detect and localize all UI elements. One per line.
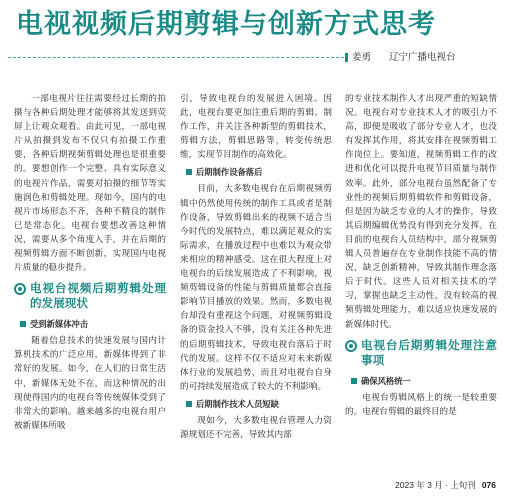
column-3 <box>345 92 497 419</box>
subheading-text: 后期制作技术人员短缺 <box>196 398 279 409</box>
paragraph: 随着信息技术的快速发展与国内计算机技术的广泛应用，新媒体得到了非常好的发展。如今，在人们的日常生活中，新媒体无处不在，而这种情况的出现使得国内的电视台等传统媒体受到了非常大的影响。越来越多的电视台用户被新媒体所吸 <box>14 336 166 431</box>
byline-divider <box>8 57 344 58</box>
page-footer <box>395 479 496 491</box>
square-bullet-icon <box>351 378 357 384</box>
square-bullet-icon <box>186 169 192 175</box>
author-name: 姜勇 <box>352 52 372 63</box>
page-number: 076 <box>481 480 496 490</box>
subheading <box>180 165 332 179</box>
section-heading-2 <box>345 338 497 368</box>
subheading-text: 受到新媒体冲击 <box>30 319 89 330</box>
bullet-ring-icon <box>345 340 357 352</box>
article-title: 电视视频后期剪辑与创新方式思考 <box>16 9 436 39</box>
bullet-ring-icon <box>14 283 26 295</box>
section-heading-text: 电视台后期剪辑处理注意事项 <box>361 338 497 367</box>
subheading <box>180 397 332 411</box>
paragraph: 一部电视片往往需要经过长期的拍摄与各种后期处理才能够将其发送到荧屏上让观众观看。由此可见，一部电视片从拍摄到发布不仅只有拍摄工作重要，各种后期视频剪辑处理也是很重要的。要想创作一个完整、具有实际意义的电视片作品，需要对拍摄的细节等实施润色和剪辑处理。现如今，国内的电视片市场形态不齐，各种不精良的制作已是常态化。电视台要想改善这种情况，需要从多个角度入手，并在后期的视频剪辑方面不断创新，实现国内电视片质量的稳步提升。 <box>14 94 166 274</box>
paragraph: 的专业技术制作人才出现严重的短缺情况。电视台对专业技术人才的吸引力不高，即便是吸收了部分专业人才，也没有发挥其作用，将其安排在视频剪辑工作岗位上。要知道，视频剪辑工作的改进和优化可以提升电视节目质量与制作效率。此外，部分电视台虽然配备了专业性的视频后期剪辑软件和剪辑设备，但是因为缺乏专业的人才的操作，导致其后期编辑优势没有得到充分发挥。在目前的电视台人员结构中，部分视频剪辑人员普遍存在专业制作技能不高的情况，缺乏创新精神，导致其制作理念落后于时代。这些人员对相关技术的学习，掌握也缺乏主动性，没有较高的视频剪辑处理能力，难以适应快速发展的新媒体时代。 <box>345 94 497 330</box>
square-bullet-icon <box>186 401 192 407</box>
issue-label: 2023 年 3 月 · 上旬刊 <box>395 480 476 490</box>
byline <box>352 50 456 66</box>
column-2 <box>180 92 332 442</box>
column-1 <box>14 92 166 433</box>
paragraph: 现如今，大多数电视台管理人力资源规划还不完善，导致其内部 <box>180 415 332 440</box>
paragraph: 电视台剪辑风格上的统一是较重要的。电视台剪辑的最终目的是 <box>345 392 497 417</box>
author-affiliation: 辽宁广播电视台 <box>389 52 456 63</box>
byline-marker <box>345 53 348 62</box>
paragraph: 引，导致电视台的发展进入困境。因此，电视台要更加注重后期的剪辑、制作工作，并关注各种新型的剪辑技术，剪辑方法，剪辑思路等，转变传统思维，实现节目制作的高效化。 <box>180 94 332 161</box>
subheading-text: 确保风格统一 <box>361 375 411 386</box>
subheading <box>345 374 497 388</box>
section-heading-text: 电视台视频后期剪辑处理的发展现状 <box>30 282 166 311</box>
section-heading-1 <box>14 281 166 311</box>
subheading-text: 后期制作设备落后 <box>196 167 263 178</box>
paragraph: 目前，大多数电视台在后期视频剪辑中仍然使用传统的制作工具或者是制作设备，导致剪辑出来的视频不适合当今时代的发展特点，难以满足观众的实际需求，在播放过程中也难以为观众带来相应的精神感受。这在很大程度上对电视台的后续发展造成了不利影响，视频剪辑设备的性能与剪辑质量都会直接影响节目播放的效果。然而，多数电视台却没有重视这个问题，对视频剪辑设备的资金投入不够，没有关注各种先进的后期剪辑技术，导致电视台落后于时代的发展。这样不仅不适应对未来新媒体行业的发展趋势，而且对电视台自身的可持续发展造成了较大的不利影响。 <box>180 184 332 392</box>
square-bullet-icon <box>20 321 26 327</box>
subheading <box>14 317 166 331</box>
